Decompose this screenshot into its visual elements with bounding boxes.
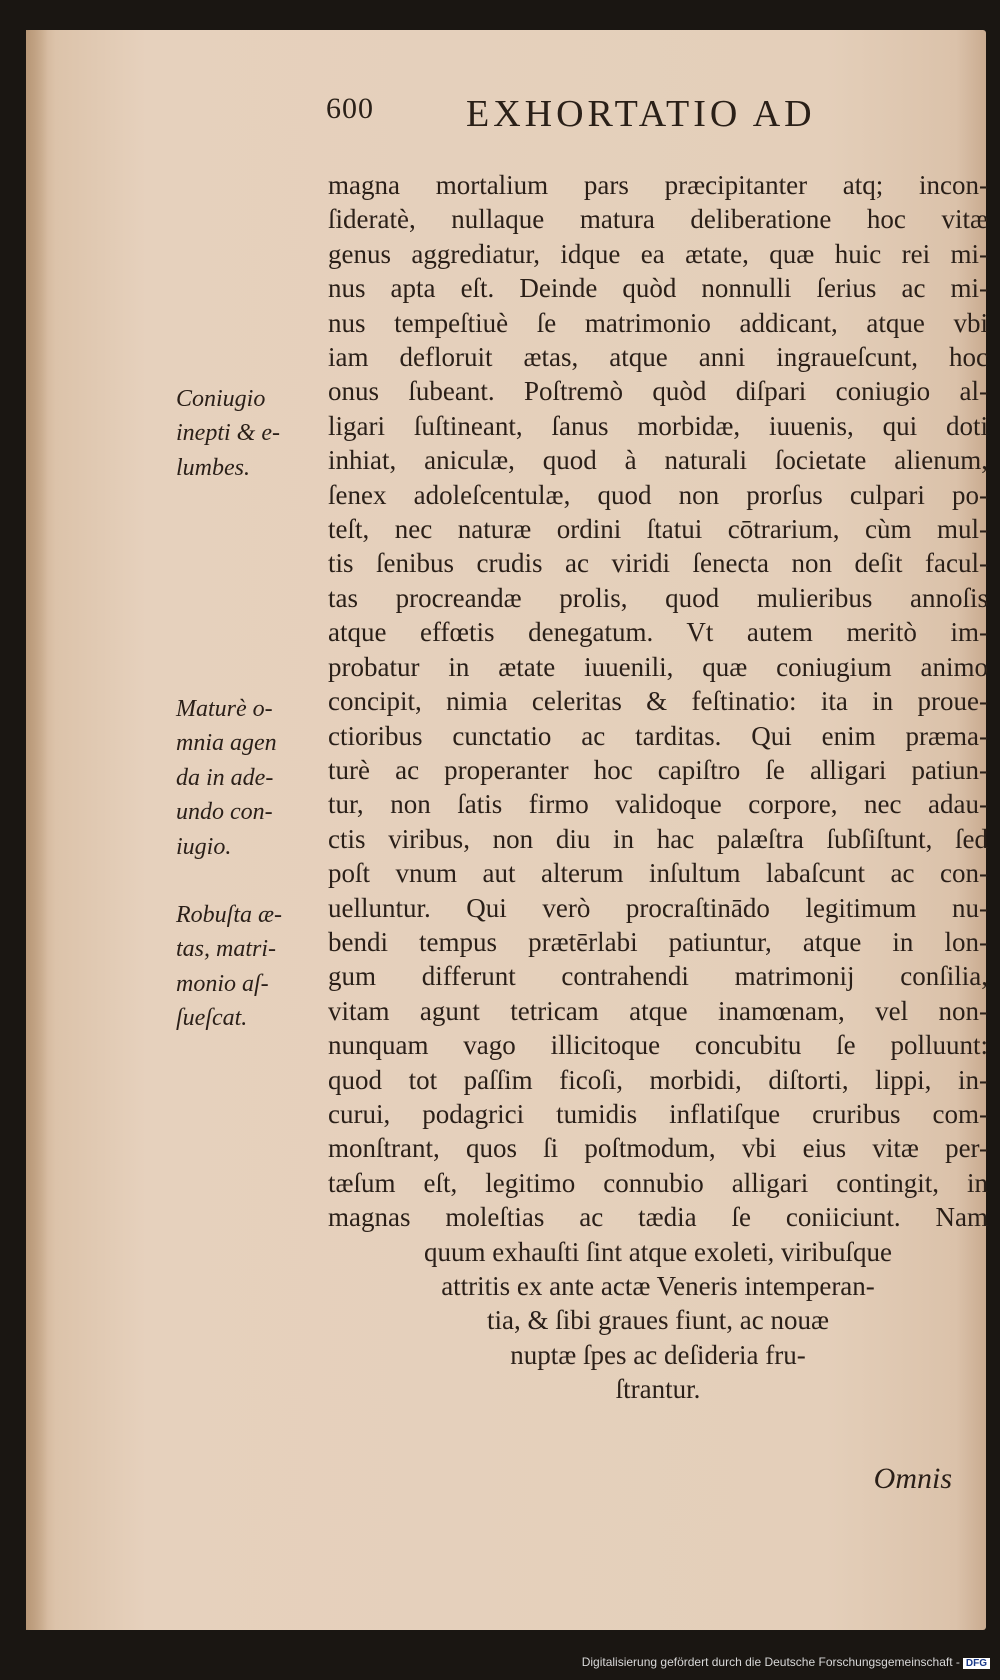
page-number: 600 [326,92,374,125]
marginal-note-1 [176,382,316,485]
text-line: concipit, nimia celeritas & feſtinatio: ita in proue- [328,686,988,717]
text-line: onus ſubeant. Poſtremò quòd diſpari coniugio al- [328,376,988,407]
text-line: teſt, nec naturæ ordini ſtatui cōtrarium, cùm mul- [328,514,988,545]
running-header [326,92,846,142]
text-line: genus aggrediatur, idque ea ætate, quæ huic rei mi- [328,238,988,269]
colophon-line: nuptæ ſpes ac deſideria fru- [510,1339,806,1370]
text-line: ctis viribus, non diu in hac palæſtra ſubſiſtunt, ſed [328,823,988,854]
colophon-line: ſtrantur. [615,1374,701,1405]
text-line: magnas moleſtias ac tædia ſe coniiciunt. Nam [328,1202,988,1233]
text-line: tas procreandæ prolis, quod mulieribus annoſis [328,582,988,613]
marginal-note-3 [176,898,316,1036]
text-line: turè ac properanter hoc capiſtro ſe alligari patiun- [328,754,988,785]
text-line: tis ſenibus crudis ac viridi ſenecta non deſit facul- [328,548,988,579]
text-line: ctioribus cunctatio ac tarditas. Qui enim præma- [328,720,988,751]
marginal-note-line: tas, matri- [176,936,277,963]
marginal-note-line: Maturè o- [176,696,273,722]
text-line: curui, podagrici tumidis inflatiſque cruribus com- [328,1098,988,1129]
text-line: vitam agunt tetricam atque inamœnam, vel non- [328,995,988,1026]
text-line: poſt vnum aut alterum inſultum labaſcunt ac con- [328,858,988,889]
marginal-note-line: inepti & e- [176,420,280,447]
marginal-note-line: Robuſta æ- [176,902,282,928]
text-line: nus apta eſt. Deinde quòd nonnulli ſerius ac mi- [328,273,988,304]
text-line: nus tempeſtiuè ſe matrimonio addicant, atque vbi [328,307,988,338]
text-line: quod tot paſſim ficoſi, morbidi, diſtorti, lippi, in- [328,1064,988,1095]
text-line: gum differunt contrahendi matrimonij conſilia, [328,961,988,992]
text-line: uelluntur. Qui verò procraſtinādo legitimum nu- [328,892,988,923]
text-line: inhiat, aniculæ, quod à naturali ſocietate alienum, [328,445,988,476]
marginal-note-line: undo con- [176,799,273,826]
catchword: Omnis [873,1462,952,1495]
marginal-note-line: ſueſcat. [176,1005,248,1032]
colophon-line: tia, & ſibi graues fiunt, ac nouæ [487,1305,829,1336]
marginal-note-line: iugio. [176,833,232,860]
text-line: ſideratè, nullaque matura deliberatione hoc vitæ [328,204,988,235]
colophon-line: attritis ex ante actæ Veneris intemperan- [441,1271,875,1301]
credit-text: Digitalisierung gefördert durch die Deutsche Forschungsgemeinschaft - [581,1655,960,1669]
marginal-note-line: da in ade- [176,764,274,791]
marginal-note-line: Coniugio [176,386,266,412]
marginal-note-line: mnia agen [176,730,277,757]
text-line: iam defloruit ætas, atque anni ingraueſcunt, hoc [328,342,988,373]
text-line: bendi tempus prætērlabi patiuntur, atque in lon- [328,926,988,957]
book-page [26,30,986,1630]
dfg-logo: DFG [963,1658,990,1669]
text-line: tur, non ſatis firmo validoque corpore, nec adau- [328,789,988,820]
marginal-note-line: lumbes. [176,454,250,481]
text-line: nunquam vago illicitoque concubitu ſe polluunt: [328,1030,988,1061]
page-gutter-shadow [26,30,48,1630]
text-line: ſenex adoleſcentulæ, quod non prorſus culpari po- [328,479,988,510]
colophon-line: quum exhauſti ſint atque exoleti, viribuſque [424,1236,892,1267]
digitization-credit [582,1655,990,1669]
marginal-note-line: monio aſ- [176,970,269,997]
text-line: tæſum eſt, legitimo connubio alligari contingit, in [328,1167,988,1198]
main-text-block [328,168,988,1407]
text-line: monſtrant, quos ſi poſtmodum, vbi eius vitæ per- [328,1133,988,1164]
text-line: magna mortalium pars præcipitanter atq; incon- [328,170,988,200]
text-line: ligari ſuſtineant, ſanus morbidæ, iuuenis, qui doti [328,410,988,441]
running-title: EXHORTATIO AD [466,93,816,135]
marginal-note-2 [176,692,316,864]
text-line: atque effœtis denegatum. Vt autem meritò im- [328,617,988,648]
text-line: probatur in ætate iuuenili, quæ coniugium animo [328,651,988,682]
